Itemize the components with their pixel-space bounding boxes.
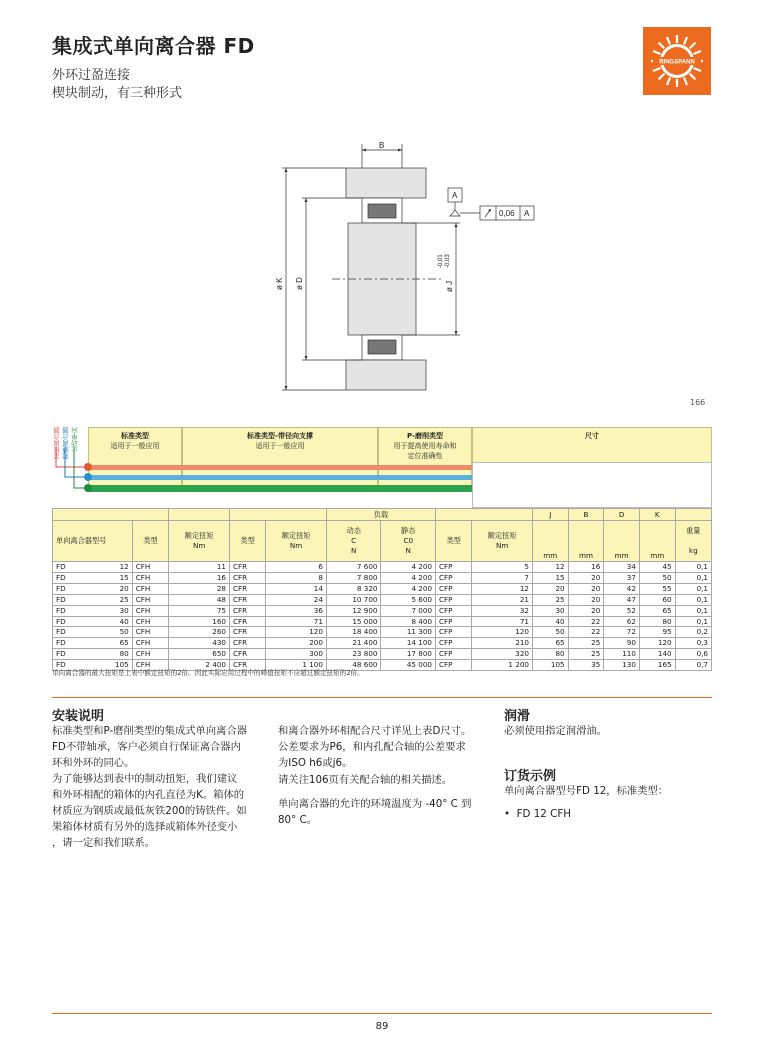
table-cell: 4 200 <box>381 583 436 594</box>
table-cell: 30 <box>88 605 132 616</box>
table-cell: 71 <box>472 616 533 627</box>
table-cell: 23 800 <box>326 649 381 660</box>
table-cell: 22 <box>568 627 604 638</box>
table-cell: FD <box>53 583 88 594</box>
install-p1: 标准类型和P-磨削类型的集成式单向离合器 FD不带轴承，客户必须自行保证离合器内 环和外环的同心。 <box>52 725 248 769</box>
table-cell: 28 <box>169 583 230 594</box>
table-cell: 21 400 <box>326 638 381 649</box>
table-cell: FD <box>53 562 88 573</box>
col-k: K <box>639 509 675 521</box>
datum-label-a: A <box>452 191 458 200</box>
col-d-unit: mm <box>604 521 640 562</box>
table-cell: 165 <box>639 660 675 671</box>
table-cell: 22 <box>568 616 604 627</box>
table-cell: FD <box>53 660 88 671</box>
table-cell: CFR <box>229 649 265 660</box>
col-k-unit: mm <box>639 521 675 562</box>
table-cell: 7 800 <box>326 572 381 583</box>
table-cell: 25 <box>568 649 604 660</box>
table-cell: 75 <box>169 605 230 616</box>
table-cell: 65 <box>639 605 675 616</box>
table-cell: 50 <box>88 627 132 638</box>
col-static: 静态 C0 N <box>381 521 436 562</box>
col-torque-cfh: 额定扭矩 Nm <box>169 521 230 562</box>
table-cell: 25 <box>88 594 132 605</box>
table-cell: 20 <box>568 605 604 616</box>
install-p4: 请关注106页有关配合轴的相关描述。 <box>278 774 453 786</box>
table-row <box>53 594 712 605</box>
table-cell: CFH <box>132 649 169 660</box>
table-cell: 15 <box>88 572 132 583</box>
dim-label-d: ø D <box>295 277 304 290</box>
table-cell: 1 200 <box>472 660 533 671</box>
table-cell: 8 320 <box>326 583 381 594</box>
table-row <box>53 649 712 660</box>
table-row <box>53 605 712 616</box>
vertical-label-1: 超越离合器 <box>62 427 70 460</box>
table-cell: 300 <box>266 649 327 660</box>
table-cell: FD <box>53 627 88 638</box>
table-cell: 11 300 <box>381 627 436 638</box>
table-cell: 90 <box>604 638 640 649</box>
subtitle-2: 楔块制动，有三种形式 <box>52 86 183 101</box>
table-cell: 12 <box>472 583 533 594</box>
table-cell: 110 <box>604 649 640 660</box>
table-cell: CFH <box>132 660 169 671</box>
table-row <box>53 627 712 638</box>
table-cell: 0,2 <box>675 627 711 638</box>
table-cell: 42 <box>604 583 640 594</box>
col-torque-cfr: 额定扭矩 Nm <box>266 521 327 562</box>
col-weight: 重量 kg <box>675 521 711 562</box>
table-cell: 11 <box>169 562 230 573</box>
table-cell: 260 <box>169 627 230 638</box>
table-cell: CFH <box>132 562 169 573</box>
table-cell: 45 <box>639 562 675 573</box>
table-cell: 80 <box>639 616 675 627</box>
table-cell: 35 <box>568 660 604 671</box>
table-cell: 80 <box>532 649 568 660</box>
table-cell: CFH <box>132 572 169 583</box>
table-cell: 20 <box>568 594 604 605</box>
table-cell: 36 <box>266 605 327 616</box>
table-cell: 37 <box>604 572 640 583</box>
col-d: D <box>604 509 640 521</box>
table-cell: 6 <box>266 562 327 573</box>
table-cell: 0,1 <box>675 616 711 627</box>
table-cell: FD <box>53 649 88 660</box>
table-cell: 320 <box>472 649 533 660</box>
table-row <box>53 616 712 627</box>
table-cell: 1 100 <box>266 660 327 671</box>
table-cell: 20 <box>88 583 132 594</box>
load-header: 负载 <box>326 509 435 521</box>
dim-label-b: B <box>379 141 385 150</box>
table-cell: 14 <box>266 583 327 594</box>
table-cell: 105 <box>88 660 132 671</box>
table-cell: 34 <box>604 562 640 573</box>
table-cell: CFP <box>436 562 472 573</box>
table-cell: CFH <box>132 616 169 627</box>
table-cell: 45 000 <box>381 660 436 671</box>
table-cell: 0,1 <box>675 605 711 616</box>
table-cell: FD <box>53 572 88 583</box>
vertical-label-0: 定位离合器 <box>53 427 61 460</box>
table-cell: CFP <box>436 583 472 594</box>
dim-label-k: ø K <box>275 277 284 290</box>
table-cell: 8 <box>266 572 327 583</box>
table-cell: 8 400 <box>381 616 436 627</box>
table-cell: CFP <box>436 605 472 616</box>
section-divider <box>52 697 712 698</box>
table-cell: 21 <box>472 594 533 605</box>
table-cell: CFP <box>436 616 472 627</box>
table-cell: CFP <box>436 660 472 671</box>
data-table <box>52 508 712 671</box>
table-cell: CFR <box>229 638 265 649</box>
group-p-grind: P-磨削类型 用于提高使用寿命和 定位准确性 <box>378 427 472 487</box>
group-standard-radial: 标准类型-带径向支撑 适用于一般应用 <box>182 427 378 487</box>
table-cell: 65 <box>532 638 568 649</box>
table-cell: 16 <box>568 562 604 573</box>
table-cell: 50 <box>639 572 675 583</box>
dim-label-j-tol-lower: -0,03 <box>445 254 451 268</box>
table-cell: 55 <box>639 583 675 594</box>
group-dimensions: 尺寸 <box>472 427 712 487</box>
page-number: 89 <box>375 1021 389 1032</box>
tolerance-value: 0,06 <box>499 209 515 218</box>
table-cell: CFR <box>229 562 265 573</box>
table-cell: 120 <box>266 627 327 638</box>
table-cell: 20 <box>568 572 604 583</box>
table-cell: CFH <box>132 583 169 594</box>
page-title: 集成式单向离合器 FD <box>52 34 255 58</box>
logo-wheel-icon <box>643 27 711 95</box>
table-cell: 140 <box>639 649 675 660</box>
technical-drawing <box>262 140 562 400</box>
table-cell: 5 <box>472 562 533 573</box>
tolerance-ref: A <box>524 209 530 218</box>
table-cell: 15 <box>532 572 568 583</box>
table-cell: 48 <box>169 594 230 605</box>
table-cell: 20 <box>568 583 604 594</box>
table-cell: 4 200 <box>381 562 436 573</box>
table-cell: CFH <box>132 627 169 638</box>
table-cell: 0,1 <box>675 572 711 583</box>
table-cell: CFP <box>436 572 472 583</box>
table-cell: CFR <box>229 627 265 638</box>
table-cell: 20 <box>532 583 568 594</box>
order-text: 单向离合器型号FD 12，标准类型： <box>504 785 669 797</box>
table-cell: CFP <box>436 594 472 605</box>
table-cell: CFR <box>229 572 265 583</box>
table-cell: 7 000 <box>381 605 436 616</box>
table-cell: 650 <box>169 649 230 660</box>
table-cell: CFP <box>436 638 472 649</box>
table-cell: 130 <box>604 660 640 671</box>
install-p3: 和离合器外环相配合尺寸详见上表D尺寸。 公差要求为P6，和内孔配合轴的公差要求 为ISO h6或j6。 <box>278 725 472 769</box>
table-cell: FD <box>53 638 88 649</box>
table-cell: 60 <box>639 594 675 605</box>
table-cell: CFP <box>436 627 472 638</box>
col-j: J <box>532 509 568 521</box>
table-cell: 0,6 <box>675 649 711 660</box>
table-cell: CFR <box>229 616 265 627</box>
table-cell: 95 <box>639 627 675 638</box>
table-cell: CFR <box>229 583 265 594</box>
table-note: 单向离合器的最大扭矩是上表中额定扭矩的2倍。因此实际应用过程中的峰值扭矩不应超过额定扭矩的2倍。 <box>52 669 364 677</box>
table-cell: 12 <box>532 562 568 573</box>
table-cell: 0,3 <box>675 638 711 649</box>
table-cell: CFR <box>229 594 265 605</box>
install-p2: 为了能够达到表中的制动扭矩，我们建议 和外环相配的箱体的内孔直径为K。箱体的 材质应为钢质或最低灰铁200的铸铁件。如 果箱体材质有另外的选择或箱体外径变小 ，请一定和我们联系。 <box>52 773 247 849</box>
table-cell: 4 200 <box>381 572 436 583</box>
table-row <box>53 572 712 583</box>
table-cell: FD <box>53 605 88 616</box>
table-cell: 0,1 <box>675 583 711 594</box>
table-cell: CFH <box>132 638 169 649</box>
table-cell: 430 <box>169 638 230 649</box>
table-cell: CFR <box>229 660 265 671</box>
dim-label-j: ø J <box>445 280 454 292</box>
table-cell: 24 <box>266 594 327 605</box>
group-standard: 标准类型 适用于一般应用 <box>88 427 182 487</box>
table-cell: FD <box>53 594 88 605</box>
table-cell: 25 <box>568 638 604 649</box>
table-cell: CFH <box>132 594 169 605</box>
col-b: B <box>568 509 604 521</box>
table-cell: 160 <box>169 616 230 627</box>
table-cell: 7 600 <box>326 562 381 573</box>
table-cell: 5 600 <box>381 594 436 605</box>
col-size: 单向离合器型号 <box>53 521 133 562</box>
table-cell: 210 <box>472 638 533 649</box>
col-type-cfr: 类型 <box>229 521 265 562</box>
logo-text: RINGSPANN <box>659 59 695 66</box>
col-b-unit: mm <box>568 521 604 562</box>
col-type-cfp: 类型 <box>436 521 472 562</box>
table-cell: 72 <box>604 627 640 638</box>
type-bands <box>52 427 472 508</box>
table-cell: 62 <box>604 616 640 627</box>
col-j-unit: mm <box>532 521 568 562</box>
table-cell: 15 000 <box>326 616 381 627</box>
table-cell: 40 <box>532 616 568 627</box>
table-cell: 16 <box>169 572 230 583</box>
table-cell: 12 <box>88 562 132 573</box>
lube-heading: 润滑 <box>504 709 531 724</box>
table-row <box>53 562 712 573</box>
table-cell: 47 <box>604 594 640 605</box>
col-torque-cfp: 额定扭矩 Nm <box>472 521 533 562</box>
table-cell: FD <box>53 616 88 627</box>
table-cell: 65 <box>88 638 132 649</box>
blank-area <box>472 462 712 508</box>
vertical-label-2: 止动单向 <box>71 427 79 453</box>
order-heading: 订货示例 <box>504 769 557 784</box>
table-row <box>53 638 712 649</box>
table-cell: 17 800 <box>381 649 436 660</box>
table-cell: 120 <box>472 627 533 638</box>
table-cell: 105 <box>532 660 568 671</box>
dim-label-j-tol-upper: -0,01 <box>438 254 444 268</box>
install-p5: 单向离合器的允许的环境温度为 -40° C 到 80° C。 <box>278 798 472 826</box>
table-cell: 32 <box>472 605 533 616</box>
install-heading: 安装说明 <box>52 709 105 724</box>
footer-line <box>52 1013 712 1014</box>
table-cell: 80 <box>88 649 132 660</box>
table-cell: CFH <box>132 605 169 616</box>
ringspann-logo <box>643 27 711 95</box>
lube-text: 必须使用指定润滑油。 <box>504 725 607 737</box>
table-cell: 18 400 <box>326 627 381 638</box>
bullet-icon: • <box>504 808 517 820</box>
col-dynamic: 动态 C N <box>326 521 381 562</box>
table-cell: 12 900 <box>326 605 381 616</box>
table-cell: 120 <box>639 638 675 649</box>
table-cell: 50 <box>532 627 568 638</box>
subtitle-1: 外环过盈连接 <box>52 68 131 83</box>
col-type-cfh: 类型 <box>132 521 169 562</box>
table-cell: 14 100 <box>381 638 436 649</box>
table-cell: 30 <box>532 605 568 616</box>
table-cell: 25 <box>532 594 568 605</box>
table-cell: 0,1 <box>675 594 711 605</box>
table-cell: CFR <box>229 605 265 616</box>
table-cell: 40 <box>88 616 132 627</box>
table-cell: 2 400 <box>169 660 230 671</box>
table-cell: 10 700 <box>326 594 381 605</box>
table-row <box>53 583 712 594</box>
table-cell: 0,1 <box>675 562 711 573</box>
drawing-number: 166 <box>690 398 706 407</box>
table-cell: CFP <box>436 649 472 660</box>
table-cell: 52 <box>604 605 640 616</box>
table-cell: 48 600 <box>326 660 381 671</box>
table-cell: 7 <box>472 572 533 583</box>
table-cell: 0,7 <box>675 660 711 671</box>
order-item: • FD 12 CFH <box>504 808 571 820</box>
table-cell: 71 <box>266 616 327 627</box>
table-cell: 200 <box>266 638 327 649</box>
